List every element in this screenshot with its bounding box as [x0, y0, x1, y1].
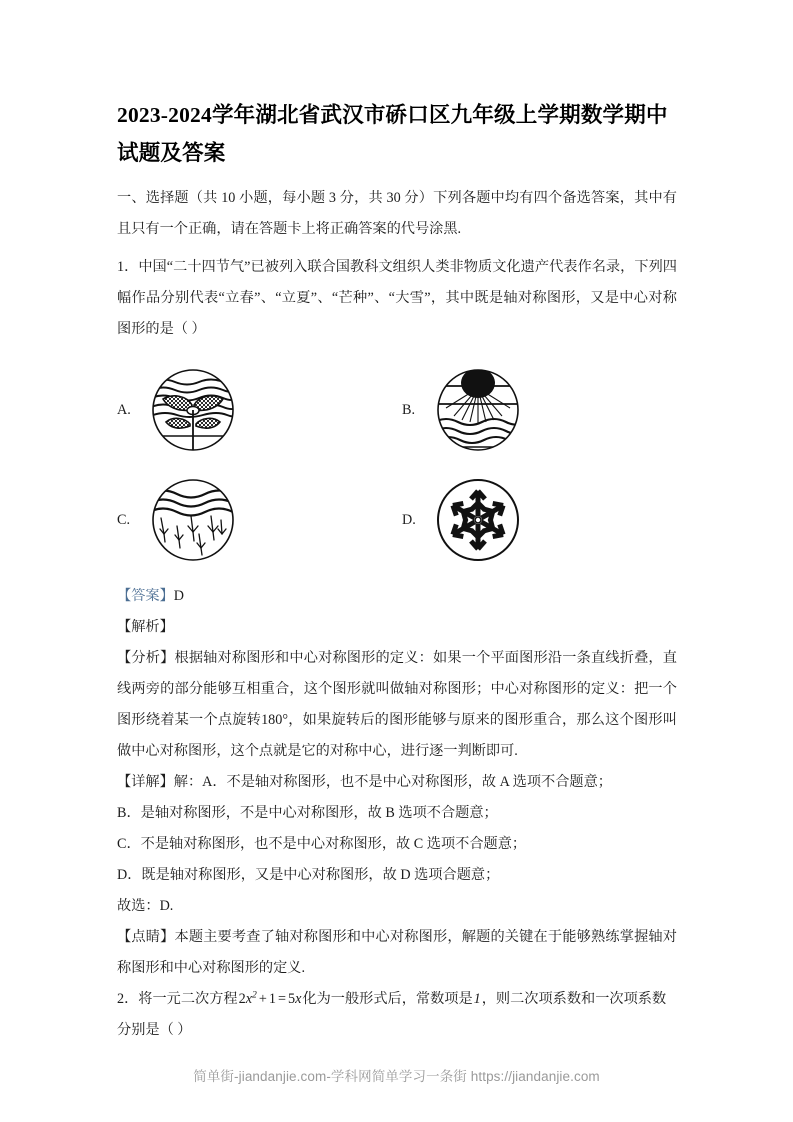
detail-line-1: 【详解】解：A．不是轴对称图形，也不是中心对称图形，故 A 选项不合题意；	[117, 774, 612, 790]
option-a-label: A.	[117, 401, 131, 418]
option-row-bottom	[117, 465, 677, 575]
footer-watermark: 简单街-jiandanjie.com-学科网简单学习一条街 https://jiandanjie.com	[193, 1069, 600, 1084]
detail-line-5: 故选：D.	[117, 898, 174, 914]
option-row-top	[117, 355, 677, 465]
option-c[interactable]	[117, 474, 397, 566]
answer-label: 【答案】	[117, 588, 174, 604]
option-d[interactable]	[397, 474, 677, 566]
question-1-stem: 1．中国“二十四节气”已被列入联合国教科文组织人类非物质文化遗产代表作名录，下列四幅作品分别代表“立春”、“立夏”、“芒种”、“大雪”，其中既是轴对称图形，又是中心对称图形的是（ ）	[117, 259, 677, 337]
detail-line-2: B．是轴对称图形，不是中心对称图形，故 B 选项不合题意；	[117, 805, 498, 821]
eq-constant: 1	[268, 991, 276, 1007]
eq-variable-rhs: x	[295, 991, 302, 1007]
question-2-constant-term: 1	[473, 991, 481, 1007]
question-2-prefix: 2．将一元二次方程	[117, 991, 238, 1007]
rain-seedlings-figure	[147, 474, 239, 566]
spacer	[117, 245, 677, 252]
sprout-plant-figure	[147, 364, 239, 456]
answer-value: D	[173, 588, 185, 604]
answer-line	[117, 581, 677, 612]
eq-exponent: 2	[252, 989, 257, 1001]
question-1-options	[117, 355, 677, 575]
detail-line-4: D．既是轴对称图形，又是中心对称图形，故 D 选项合题意；	[117, 867, 500, 883]
question-2-middle: 化为一般形式后，常数项是	[302, 991, 473, 1007]
section-heading: 一、选择题（共 10 小题，每小题 3 分，共 30 分）下列各题中均有四个备选答案，其中有且只有一个正确，请在答题卡上将正确答案的代号涂黑.	[117, 190, 677, 237]
eq-coeff-linear: 5	[287, 991, 296, 1007]
analysis-label: 【解析】	[117, 619, 174, 635]
option-d-label: D.	[402, 511, 416, 528]
page-title: 2023-2024学年湖北省武汉市硚口区九年级上学期数学期中试题及答案	[117, 103, 668, 165]
question-2-equation	[238, 991, 303, 1007]
eq-variable: x	[245, 991, 253, 1007]
question-2-stem	[117, 984, 677, 1015]
option-c-label: C.	[117, 511, 131, 528]
option-b-label: B.	[402, 401, 416, 418]
spacer	[117, 176, 677, 183]
key-point-text: 【点睛】本题主要考查了轴对称图形和中心对称图形，解题的关键在于能够熟练掌握轴对称图形和中心对称图形的定义.	[117, 929, 677, 976]
analysis-text: 【分析】根据轴对称图形和中心对称图形的定义：如果一个平面图形沿一条直线折叠，直线两旁的部分能够互相重合，这个图形就叫做轴对称图形；中心对称图形的定义：把一个图形绕着某一个点旋转180°，如果旋转后的图形能够与原来的图形重合，那么这个图形叫做中心对称图形，这个点就是它的对称中心，进行逐一判断即可.	[117, 650, 677, 759]
question-2-line-2: 分别是（ ）	[117, 1022, 192, 1038]
eq-plus: +	[258, 991, 267, 1007]
snowflake-figure	[432, 474, 524, 566]
option-a[interactable]	[117, 364, 397, 456]
document-body	[117, 96, 677, 1046]
option-b[interactable]	[397, 364, 677, 456]
detail-line-3: C．不是轴对称图形，也不是中心对称图形，故 C 选项不合题意；	[117, 836, 527, 852]
eq-equals: =	[277, 991, 286, 1007]
question-2-suffix: ，则二次项系数和一次项系数	[481, 991, 667, 1007]
sun-over-water-figure	[432, 364, 524, 456]
eq-coeff-quadratic: 2	[238, 991, 246, 1007]
